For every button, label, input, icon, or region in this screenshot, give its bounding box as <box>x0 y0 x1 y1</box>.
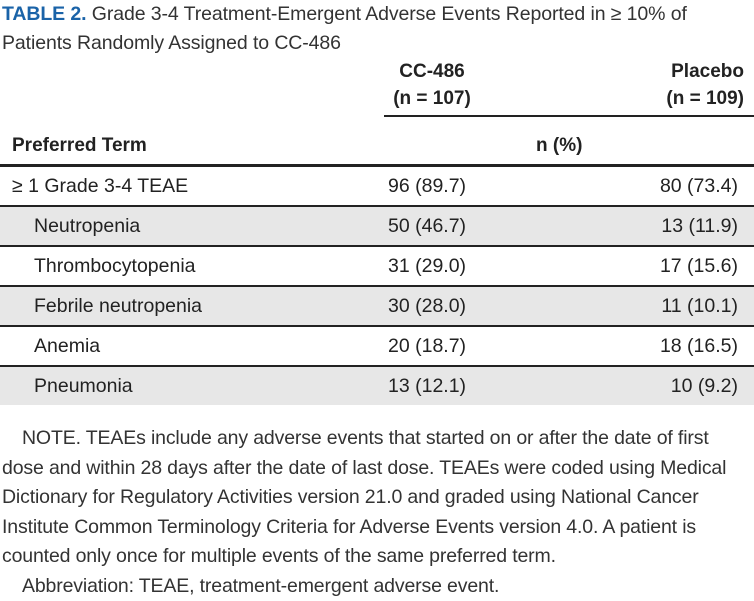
table-title: Grade 3-4 Treatment-Emergent Adverse Events Reported in ≥ 10% of Patients Randomly Assigned to CC-486 <box>2 3 687 54</box>
row-term: ≥ 1 Grade 3-4 TEAE <box>12 175 189 197</box>
column-header-placebo-name: Placebo <box>671 61 744 82</box>
row-cc486-value: 31 (29.0) <box>388 255 467 277</box>
table-row <box>0 327 754 367</box>
table-row <box>0 287 754 327</box>
column-header-placebo-n: (n = 109) <box>666 88 744 109</box>
footnote-note: NOTE. TEAEs include any adverse events that started on or after the date of first dose and within 28 days after the date of last dose. TEAEs were coded using Medical Dictionary for Regulatory Activities version 21.0 and graded using National Cancer Institute Common Terminology Criteria for Adverse Events version 4.0. A patient is counted only once for multiple events of the same preferred term. <box>2 427 727 567</box>
data-table <box>0 167 754 405</box>
row-cc486-value: 30 (28.0) <box>388 295 467 317</box>
table-footnotes <box>2 424 754 601</box>
preferred-term-header: Preferred Term <box>12 135 147 156</box>
row-placebo-value: 11 (10.1) <box>661 295 738 317</box>
row-term: Neutropenia <box>34 215 141 237</box>
row-placebo-value: 13 (11.9) <box>661 215 738 237</box>
row-cc486-value: 50 (46.7) <box>388 215 467 237</box>
row-placebo-value: 18 (16.5) <box>659 335 738 357</box>
table-label: TABLE 2. <box>2 3 87 25</box>
table-row <box>0 207 754 247</box>
row-cc486-value: 96 (89.7) <box>388 175 467 197</box>
table-row <box>0 167 754 207</box>
table-caption <box>2 0 752 58</box>
unit-header: n (%) <box>536 135 583 156</box>
row-placebo-value: 17 (15.6) <box>659 255 738 277</box>
row-cc486-value: 13 (12.1) <box>388 375 467 397</box>
row-placebo-value: 80 (73.4) <box>659 175 738 197</box>
column-header-cc486 <box>384 58 480 112</box>
row-placebo-value: 10 (9.2) <box>670 375 738 397</box>
row-term: Febrile neutropenia <box>34 295 203 317</box>
row-term: Thrombocytopenia <box>34 255 196 277</box>
column-header-cc486-name: CC-486 <box>399 61 465 82</box>
table-row <box>0 247 754 287</box>
table-row <box>0 367 754 405</box>
row-term: Pneumonia <box>34 375 133 397</box>
row-cc486-value: 20 (18.7) <box>388 335 467 357</box>
row-term: Anemia <box>34 335 101 357</box>
column-header-cc486-n: (n = 107) <box>393 88 471 109</box>
header-rule <box>384 115 754 117</box>
column-header-placebo <box>666 58 744 112</box>
footnote-abbreviation: Abbreviation: TEAE, treatment-emergent adverse event. <box>22 574 500 597</box>
